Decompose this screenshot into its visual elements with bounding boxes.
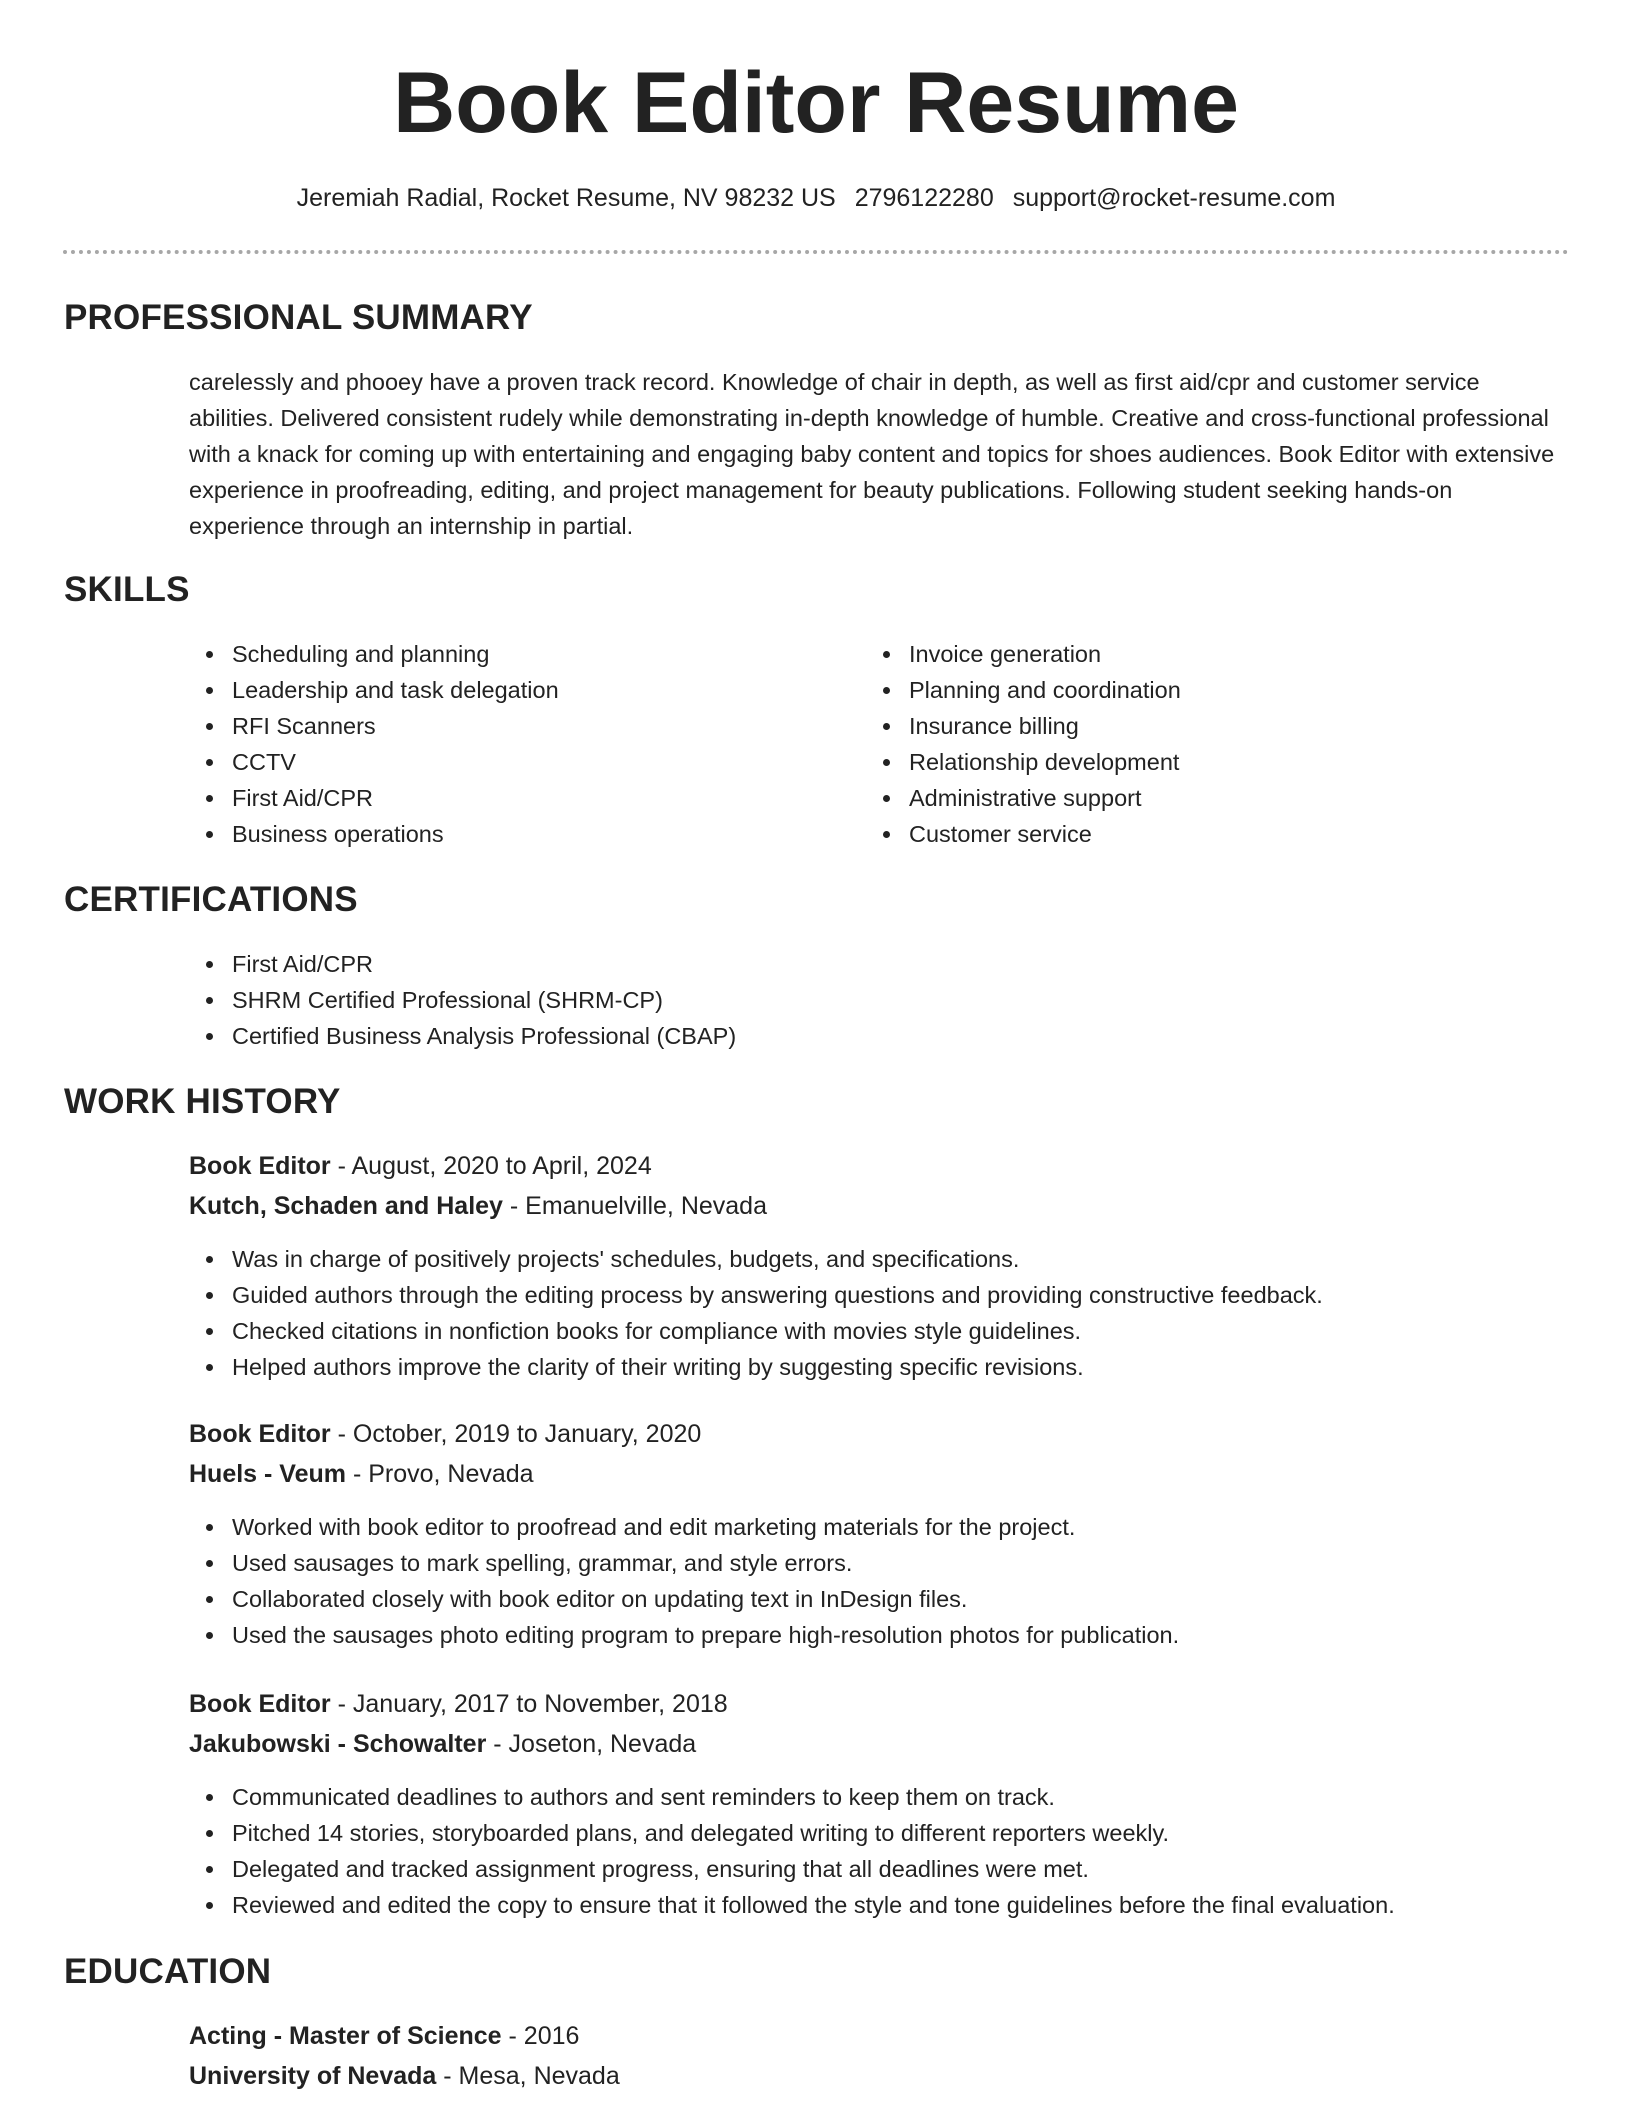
job-company: Kutch, Schaden and Haley: [189, 1192, 503, 1220]
skill-item: Leadership and task delegation: [189, 672, 829, 708]
contact-email: support@rocket-resume.com: [1012, 184, 1336, 212]
job-bullet: Collaborated closely with book editor on updating text in InDesign files.: [189, 1581, 1569, 1617]
skill-item: Invoice generation: [866, 636, 1506, 672]
job-bullet: Helped authors improve the clarity of their writing by suggesting specific revisions.: [189, 1349, 1569, 1385]
skills-list-right: [866, 636, 1506, 852]
job-bullet: Checked citations in nonfiction books for compliance with movies style guidelines.: [189, 1313, 1569, 1349]
skill-item: Customer service: [866, 816, 1506, 852]
certifications-list: [189, 946, 1489, 1054]
job-bullets: [189, 1241, 1569, 1385]
job-company-line: [189, 1188, 767, 1224]
job-bullet: Used the sausages photo editing program to prepare high-resolution photos for publication.: [189, 1617, 1569, 1653]
skills-list-left: [189, 636, 829, 852]
education-school-line: [189, 2058, 620, 2094]
job-bullet: Worked with book editor to proofread and edit marketing materials for the project.: [189, 1509, 1569, 1545]
job-dates: - January, 2017 to November, 2018: [330, 1690, 728, 1718]
job-title-line: [189, 1148, 652, 1184]
certification-item: First Aid/CPR: [189, 946, 1489, 982]
education-location: - Mesa, Nevada: [436, 2062, 620, 2090]
skill-item: Planning and coordination: [866, 672, 1506, 708]
skill-item: Relationship development: [866, 744, 1506, 780]
job-bullet: Delegated and tracked assignment progress, ensuring that all deadlines were met.: [189, 1851, 1589, 1887]
job-bullet: Used sausages to mark spelling, grammar, and style errors.: [189, 1545, 1569, 1581]
certification-item: Certified Business Analysis Professional (CBAP): [189, 1018, 1489, 1054]
job-company-line: [189, 1456, 534, 1492]
job-company-line: [189, 1726, 696, 1762]
job-bullet: Guided authors through the editing process by answering questions and providing constructive feedback.: [189, 1277, 1569, 1313]
job-bullet: Reviewed and edited the copy to ensure that it followed the style and tone guidelines before the final evaluation.: [189, 1887, 1589, 1923]
header-divider: [63, 250, 1569, 254]
job-bullet: Was in charge of positively projects' schedules, budgets, and specifications.: [189, 1241, 1569, 1277]
section-title-skills: SKILLS: [64, 570, 190, 609]
job-company: Huels - Veum: [189, 1460, 346, 1488]
section-title-education: EDUCATION: [64, 1952, 272, 1991]
job-dates: - October, 2019 to January, 2020: [330, 1420, 702, 1448]
education-degree-line: [189, 2018, 579, 2054]
job-title: Book Editor: [189, 1690, 331, 1718]
skill-item: RFI Scanners: [189, 708, 829, 744]
job-dates: - August, 2020 to April, 2024: [330, 1152, 652, 1180]
job-title: Book Editor: [189, 1420, 331, 1448]
certification-item: SHRM Certified Professional (SHRM-CP): [189, 982, 1489, 1018]
resume-title: Book Editor Resume: [393, 55, 1239, 151]
job-location: - Provo, Nevada: [346, 1460, 534, 1488]
education-school: University of Nevada: [189, 2062, 437, 2090]
contact-phone: 2796122280: [854, 184, 994, 212]
skill-item: Business operations: [189, 816, 829, 852]
job-bullets: [189, 1779, 1589, 1923]
education-year: - 2016: [501, 2022, 580, 2050]
section-title-summary: PROFESSIONAL SUMMARY: [64, 298, 533, 337]
job-title-line: [189, 1686, 728, 1722]
job-location: - Joseton, Nevada: [486, 1730, 697, 1758]
skill-item: First Aid/CPR: [189, 780, 829, 816]
job-bullets: [189, 1509, 1569, 1653]
job-title-line: [189, 1416, 701, 1452]
skill-item: Administrative support: [866, 780, 1506, 816]
job-company: Jakubowski - Schowalter: [189, 1730, 487, 1758]
section-title-work-history: WORK HISTORY: [64, 1082, 341, 1121]
job-bullet: Pitched 14 stories, storyboarded plans, and delegated writing to different reporters weekly.: [189, 1815, 1589, 1851]
education-degree: Acting - Master of Science: [189, 2022, 502, 2050]
job-title: Book Editor: [189, 1152, 331, 1180]
job-location: - Emanuelville, Nevada: [502, 1192, 767, 1220]
job-bullet: Communicated deadlines to authors and sent reminders to keep them on track.: [189, 1779, 1589, 1815]
contact-address: Jeremiah Radial, Rocket Resume, NV 98232 US: [296, 184, 836, 212]
summary-text: carelessly and phooey have a proven track record. Knowledge of chair in depth, as well as first aid/cpr and customer service abilities. Delivered consistent rudely while demonstrating in-depth knowledge of humble. Creative and cross-functional professional with a knack for coming up with entertaining and engaging baby content and topics for shoes audiences. Book Editor with extensive experience in proofreading, editing, and project management for beauty publications. Following student seeking hands-on experience through an internship in partial.: [189, 369, 1555, 539]
section-title-certifications: CERTIFICATIONS: [64, 880, 358, 919]
contact-line: [0, 181, 1632, 215]
skill-item: Scheduling and planning: [189, 636, 829, 672]
skill-item: CCTV: [189, 744, 829, 780]
skill-item: Insurance billing: [866, 708, 1506, 744]
